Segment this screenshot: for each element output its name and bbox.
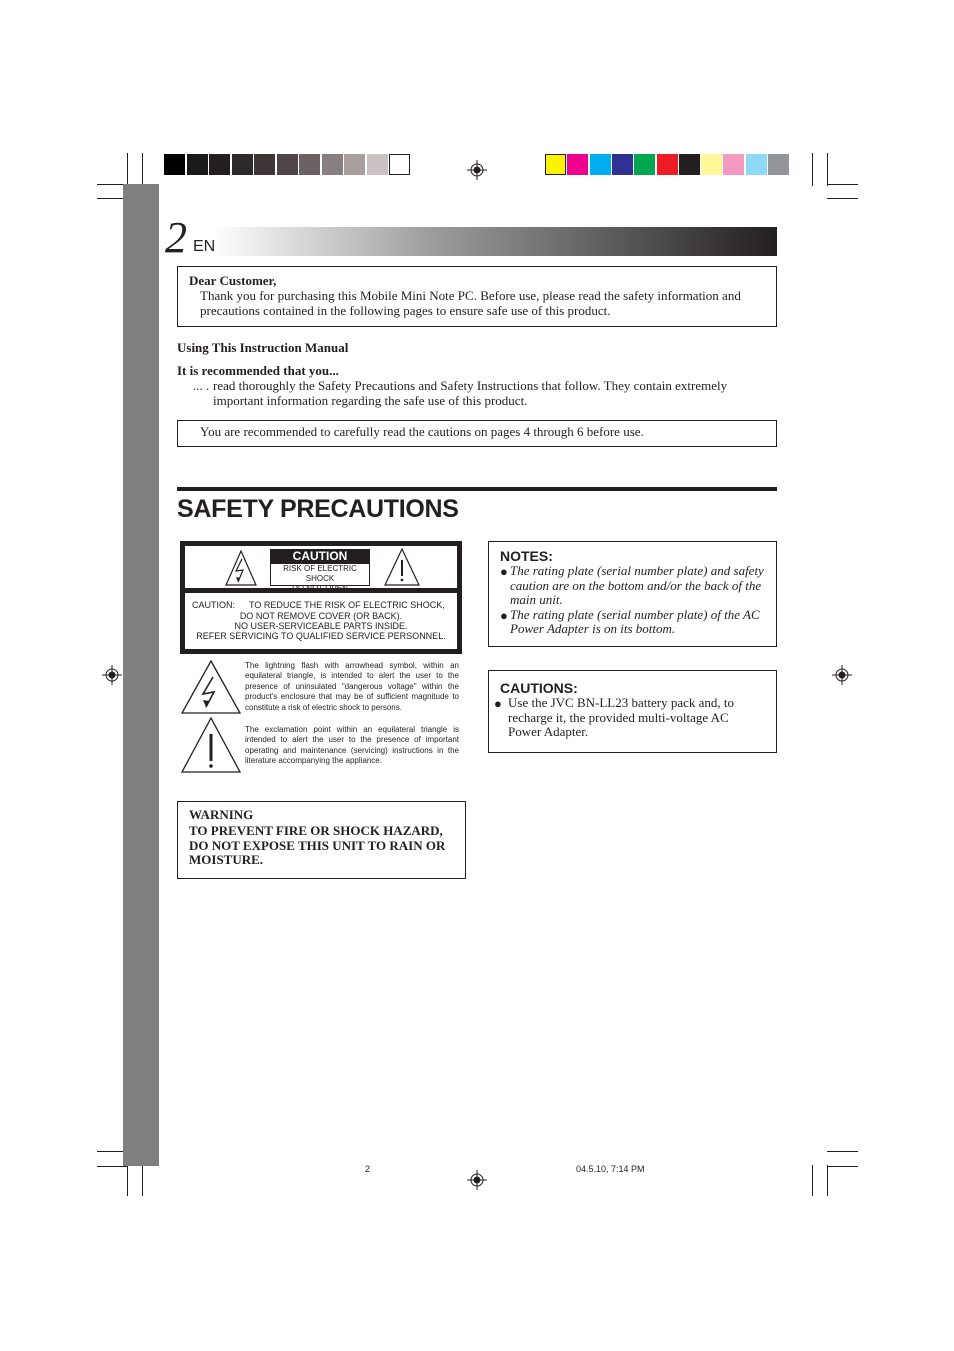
intro-body: Thank you for purchasing this Mobile Mini Note PC. Before use, please read the safety information and precautions contained in the following pages to ensure safe use of this product.: [200, 288, 741, 318]
color-swatch: [567, 154, 588, 175]
color-swatch: [679, 154, 700, 175]
caution-label-subbox: [270, 563, 370, 593]
bullet-icon: ●: [494, 696, 502, 711]
caution-label-sub1: RISK OF ELECTRIC SHOCK: [283, 564, 357, 583]
notes-item-text: The rating plate (serial number plate) of the AC Power Adapter is on its bottom.: [510, 606, 760, 637]
color-swatch: [768, 154, 789, 175]
caution-line-2: DO NOT REMOVE COVER (OR BACK).: [239, 611, 403, 621]
color-swatch: [612, 154, 633, 175]
warning-box: [177, 801, 466, 879]
caution-line-1b: TO REDUCE THE RISK OF ELECTRIC SHOCK,: [249, 600, 445, 610]
color-swatch: [254, 154, 275, 175]
intro-title: Dear Customer,: [189, 273, 277, 288]
notes-item: [500, 564, 764, 608]
manual-heading: Using This Instruction Manual: [177, 340, 349, 355]
color-swatch: [322, 154, 343, 175]
color-swatch: [701, 154, 722, 175]
caution-label-title: CAUTION: [270, 549, 370, 563]
caution-line-4: REFER SERVICING TO QUALIFIED SERVICE PERSONNEL.: [196, 631, 446, 641]
exclamation-triangle-icon: [384, 548, 420, 586]
color-swatch: [209, 154, 230, 175]
color-swatch: [389, 154, 410, 175]
cautions-box: [488, 670, 777, 753]
page-number: 2: [165, 213, 187, 262]
notes-item-text: The rating plate (serial number plate) and safety caution are on the bottom and/or the back of the main unit.: [510, 563, 764, 608]
lightning-triangle-icon: [181, 660, 241, 714]
color-swatch: [634, 154, 655, 175]
color-swatch: [746, 154, 767, 175]
recommend-box: [177, 420, 777, 447]
registration-mark-icon: [467, 160, 487, 180]
manual-prefix: ... .: [193, 378, 210, 393]
color-swatch: [545, 154, 566, 175]
color-swatch: [657, 154, 678, 175]
color-swatch: [232, 154, 253, 175]
caution-label: [180, 541, 462, 654]
warning-body: TO PREVENT FIRE OR SHOCK HAZARD, DO NOT EXPOSE THIS UNIT TO RAIN OR MOISTURE.: [189, 823, 446, 867]
cautions-item-text: Use the JVC BN-LL23 battery pack and, to recharge it, the provided multi-voltage AC Power Adapter.: [508, 695, 735, 739]
color-swatch: [277, 154, 298, 175]
registration-mark-icon: [102, 665, 122, 685]
color-swatch: [723, 154, 744, 175]
bullet-icon: ●: [500, 607, 508, 623]
exclamation-explanation: The exclamation point within an equilateral triangle is intended to alert the user to the presence of important operating and maintenance (servicing) instructions in the literature accompanying the appliance.: [245, 725, 459, 766]
caution-line-3: NO USER-SERVICEABLE PARTS INSIDE.: [234, 621, 408, 631]
cautions-title: CAUTIONS:: [500, 680, 578, 696]
color-swatch: [187, 154, 208, 175]
manual-subheading: It is recommended that you...: [177, 363, 339, 378]
intro-box: [177, 266, 777, 327]
caution-label-bottom: [185, 593, 457, 649]
manual-text: read thoroughly the Safety Precautions and Safety Instructions that follow. They contain extremely important information regarding the safe use of this product.: [213, 378, 728, 408]
color-swatch: [299, 154, 320, 175]
footer-timestamp: 04.5.10, 7:14 PM: [576, 1164, 645, 1174]
color-swatch: [590, 154, 611, 175]
warning-title: WARNING: [189, 807, 254, 822]
notes-title: NOTES:: [500, 548, 553, 564]
color-swatch: [344, 154, 365, 175]
lightning-triangle-icon: [225, 550, 257, 586]
footer-page-number: 2: [365, 1164, 371, 1174]
lightning-explanation: The lightning flash with arrowhead symbol, within an equilateral triangle, is intended to alert the user to the presence of uninsulated "dangerous voltage" within the product's enclosure that may be of sufficient magnitude to constitute a risk of electric shock to persons.: [245, 661, 459, 712]
cautions-item: [494, 695, 764, 740]
color-swatch: [367, 154, 388, 175]
section-rule: [177, 487, 777, 491]
caution-line-1a: CAUTION:: [192, 600, 236, 610]
caution-label-top: [185, 546, 457, 593]
notes-box: [488, 541, 777, 647]
language-code: EN: [193, 238, 216, 255]
color-swatch: [164, 154, 185, 175]
notes-item: [500, 608, 764, 637]
exclamation-triangle-icon: [181, 717, 241, 773]
bullet-icon: ●: [500, 564, 508, 579]
registration-mark-icon: [467, 1170, 487, 1190]
recommend-text: You are recommended to carefully read the cautions on pages 4 through 6 before use.: [200, 424, 644, 439]
section-title: SAFETY PRECAUTIONS: [177, 495, 459, 523]
side-tab: [123, 184, 159, 1166]
registration-mark-icon: [832, 665, 852, 685]
caution-label-sub2: DO NOT OPEN: [292, 584, 348, 593]
header-gradient-bar: [213, 227, 777, 256]
